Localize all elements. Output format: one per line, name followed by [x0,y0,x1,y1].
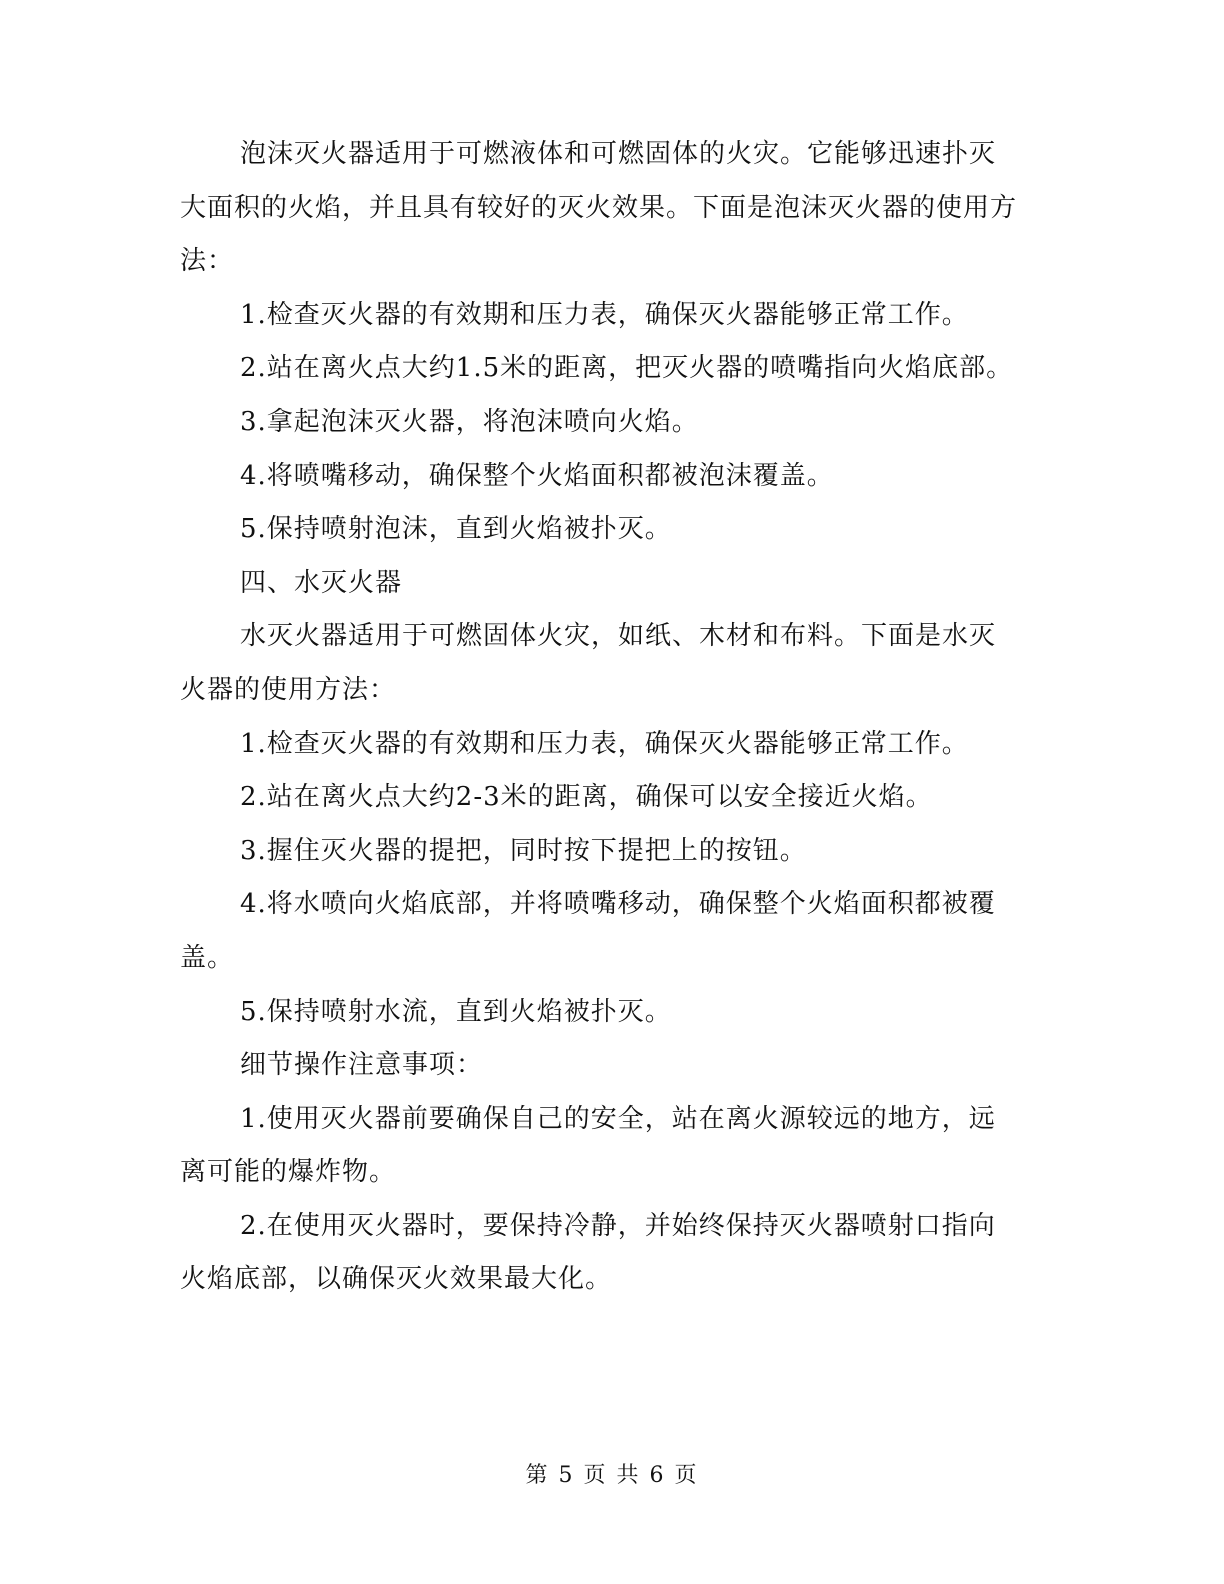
paragraph-foam-step-5: 5.保持喷射泡沫，直到火焰被扑灭。 [240,514,672,545]
section-heading-notes: 细节操作注意事项： [240,1050,484,1081]
paragraph-note-1: 1.使用灭火器前要确保自己的安全，站在离火源较远的地方，远离可能的爆炸物。 [180,1103,996,1188]
paragraph-water-intro: 水灭火器适用于可燃固体火灾，如纸、木材和布料。下面是水灭火器的使用方法： [180,621,997,705]
paragraph-water-step-5: 5.保持喷射水流，直到火焰被扑灭。 [240,996,672,1027]
paragraph-foam-intro: 泡沫灭火器适用于可燃液体和可燃固体的火灾。它能够迅速扑灭大面积的火焰，并且具有较好的灭火效果。下面是泡沫灭火器的使用方法： [180,139,1018,277]
paragraph-foam-step-1: 1.检查灭火器的有效期和压力表，确保灭火器能够正常工作。 [240,299,969,330]
paragraph-water-step-4: 4.将水喷向火焰底部，并将喷嘴移动，确保整个火焰面积都被覆盖。 [180,889,996,973]
paragraph-foam-step-3: 3.拿起泡沫灭火器，将泡沫喷向火焰。 [240,406,699,437]
document-body [180,128,1020,1307]
page-footer [0,1458,1224,1489]
paragraph-water-step-2: 2.站在离火点大约2-3米的距离，确保可以安全接近火焰。 [240,782,933,813]
paragraph-note-2: 2.在使用灭火器时，要保持冷静，并始终保持灭火器喷射口指向火焰底部，以确保灭火效果最大化。 [180,1210,996,1295]
paragraph-foam-step-4: 4.将喷嘴移动，确保整个火焰面积都被泡沫覆盖。 [240,460,834,491]
paragraph-water-step-3: 3.握住灭火器的提把，同时按下提把上的按钮。 [240,835,807,866]
section-heading-water-extinguisher: 四、水灭火器 [240,567,403,598]
page-number-label: 第 5 页 共 6 页 [525,1463,699,1488]
paragraph-foam-step-2: 2.站在离火点大约1.5米的距离，把灭火器的喷嘴指向火焰底部。 [240,353,1014,384]
paragraph-water-step-1: 1.检查灭火器的有效期和压力表，确保灭火器能够正常工作。 [240,728,969,759]
